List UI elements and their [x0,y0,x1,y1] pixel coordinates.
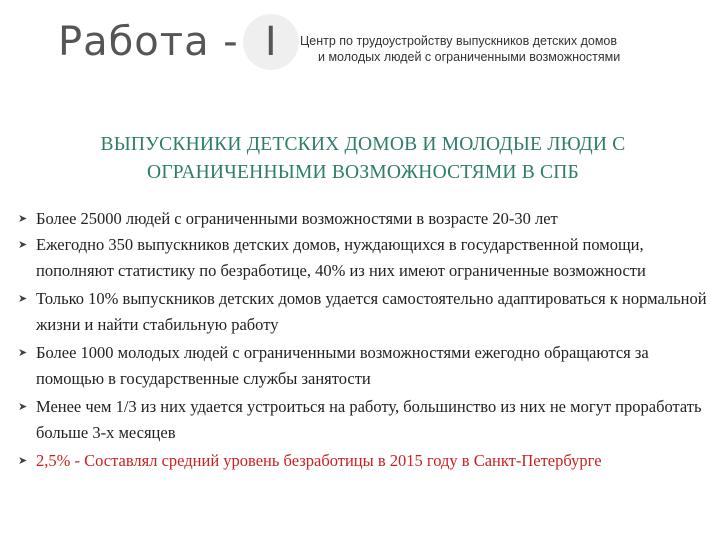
tagline-line-1: Центр по трудоустройству выпускников детских домов [300,34,618,48]
slide-title-line-2: ОГРАНИЧЕННЫМИ ВОЗМОЖНОСТЯМИ В СПБ [147,162,579,183]
tagline-line-2: и молодых людей с ограниченными возможностями [318,50,621,64]
list-item [18,340,718,392]
list-item-text: Более 25000 людей с ограниченными возможностями в возрасте 20-30 лет [36,209,558,228]
list-item-text: 2,5% - Составлял средний уровень безработицы в 2015 году в Санкт-Петербурге [36,451,602,470]
arrowhead-bullet-icon: ➤ [18,400,28,413]
arrowhead-bullet-icon: ➤ [18,238,28,251]
list-item-text: Более 1000 молодых людей с ограниченными возможностями ежегодно обращаются за помощью в государственные службы занятости [36,343,649,388]
list-item [18,394,718,446]
list-item-text: Только 10% выпускников детских домов удается самостоятельно адаптироваться к нормальной жизни и найти стабильную работу [36,289,707,334]
bullet-list [18,206,718,474]
slide-title [10,131,716,187]
arrowhead-bullet-icon: ➤ [18,292,28,305]
arrowhead-bullet-icon: ➤ [18,454,28,467]
arrowhead-bullet-icon: ➤ [18,212,28,225]
list-item [18,206,718,232]
list-item-text: Менее чем 1/3 из них удается устроиться на работу, большинство из них не могут проработать больше 3-х месяцев [36,397,702,442]
tagline [300,33,700,65]
list-item [18,232,718,284]
logo-badge: I [243,14,299,70]
arrowhead-bullet-icon: ➤ [18,346,28,359]
logo-text: Работа - [58,19,239,65]
list-item-highlight [18,448,718,474]
logo [58,14,299,70]
slide-title-line-1: ВЫПУСКНИКИ ДЕТСКИХ ДОМОВ И МОЛОДЫЕ ЛЮДИ С [100,134,626,155]
list-item [18,286,718,338]
list-item-text: Ежегодно 350 выпускников детских домов, нуждающихся в государственной помощи, пополняют статистику по безработице, 40% из них имеют ограниченные возможности [36,235,646,280]
